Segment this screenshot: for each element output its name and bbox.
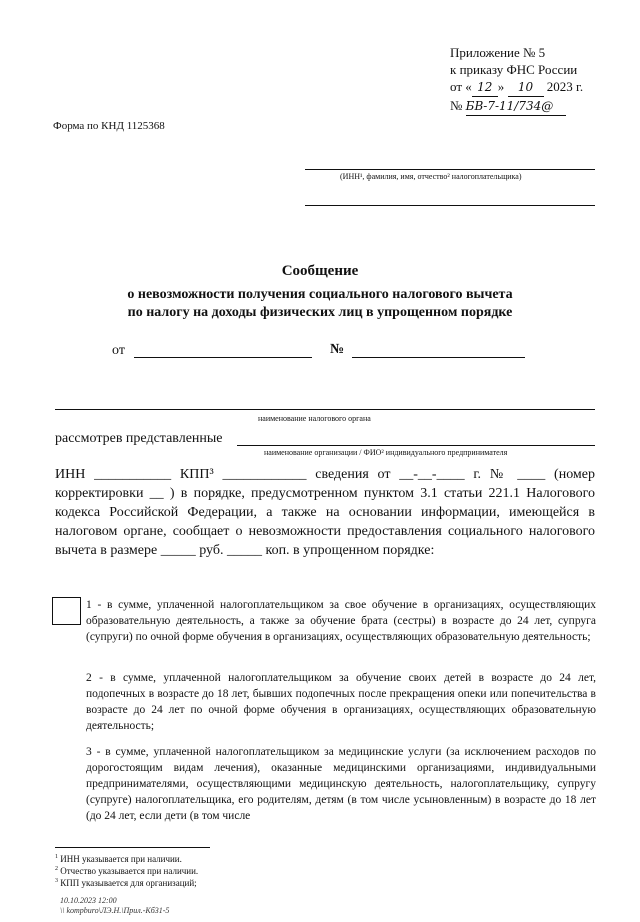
number-line	[352, 357, 525, 358]
footnote-3-text: КПП указывается для организаций;	[60, 878, 197, 888]
reviewed-label: рассмотрев представленные	[55, 431, 223, 446]
annex-number	[450, 97, 635, 116]
from-label: от	[112, 343, 125, 358]
footnote-2-text: Отчество указывается при наличии.	[60, 866, 199, 876]
org-line	[237, 445, 595, 446]
main-paragraph: ИНН ___________ КПП³ ____________ сведения от __-__-____ г. № ____ (номер корректировки __ ) в порядке, предусмотренном пунктом 3.1 статьи 221.1 Налогового кодекса Российской Федерации, а также на основании информации, имеющейся в налоговом органе, сообщает о невозможности предоставления социального налогового вычета в размере _____ руб. _____ коп. в упрощенном порядке:	[55, 467, 595, 558]
footnote-3-mark: 3	[55, 878, 58, 884]
document-title: Сообщение	[281, 263, 359, 279]
annex-date-mid: »	[497, 79, 508, 94]
authority-line	[55, 409, 595, 410]
footnote-separator	[55, 847, 210, 848]
stamp-line-2: \\ kompburo\ЛЭ.Н.\Прил.-Кб31-5	[60, 906, 170, 915]
annex-line2: к приказу ФНС России	[450, 62, 578, 77]
annex-date-month: 10	[508, 79, 544, 97]
annex-date-prefix: от «	[450, 79, 472, 94]
footnote-1-mark: 1	[55, 854, 58, 860]
from-date-line	[134, 357, 312, 358]
stamp-line-1: 10.10.2023 12:00	[60, 896, 117, 905]
number-label: №	[330, 342, 345, 357]
taxpayer-line	[305, 169, 595, 170]
document-subtitle-2: по налогу на доходы физических лиц в упрощенном порядке	[127, 305, 513, 320]
deduction-type-checkbox[interactable]	[52, 597, 81, 625]
annex-line1: Приложение № 5	[450, 45, 546, 60]
taxpayer-caption: (ИНН¹, фамилия, имя, отчество² налогоплательщика)	[340, 172, 522, 181]
taxpayer-line-2	[305, 205, 595, 206]
document-subtitle-1: о невозможности получения социального налогового вычета	[127, 287, 513, 302]
annex-date-year: 2023 г.	[546, 79, 584, 94]
file-stamp	[60, 896, 169, 916]
annex-number-value: БВ-7-11/734@	[466, 98, 566, 116]
footnote-1-text: ИНН указывается при наличии.	[60, 854, 182, 864]
item-2: 2 - в сумме, уплаченной налогоплательщиком за обучение своих детей в возрасте до 24 лет, подопечных в возрасте до 18 лет, бывших подопечных после прекращения опеки или попечительства в возрасте до 24 лет по очной форме обучения в организациях, осуществляющих образовательную деятельность;	[86, 672, 596, 732]
footnote-2-mark: 2	[55, 866, 58, 872]
item-1: 1 - в сумме, уплаченной налогоплательщиком за свое обучение в организациях, осуществляющих образовательную деятельность, а также за обучение брата (сестры) в возрасте до 24 лет, супруга (супруги) по очной форме обучения в организациях, осуществляющих образовательную деятельность;	[86, 599, 596, 643]
annex-number-prefix: №	[450, 98, 466, 113]
annex-date	[450, 78, 635, 97]
annex-block	[450, 44, 635, 116]
authority-caption: наименование налогового органа	[258, 414, 371, 423]
org-caption: наименование организации / ФИО² индивидуального предпринимателя	[264, 448, 508, 457]
form-code: Форма по КНД 1125368	[53, 120, 165, 132]
item-3: 3 - в сумме, уплаченной налогоплательщиком за медицинские услуги (за исключением расходов по дорогостоящим видам лечения), оказанные медицинскими организациями, индивидуальными предпринимателями, осуществляющими медицинскую деятельность, налогоплательщику, супругу (супруге) налогоплательщика, его родителям, детям (в том числе усыновленным) в возрасте до 18 лет (до 24 лет, если дети (в том числе	[86, 746, 596, 822]
annex-date-day: 12	[472, 79, 498, 97]
footnote-3	[55, 875, 197, 889]
